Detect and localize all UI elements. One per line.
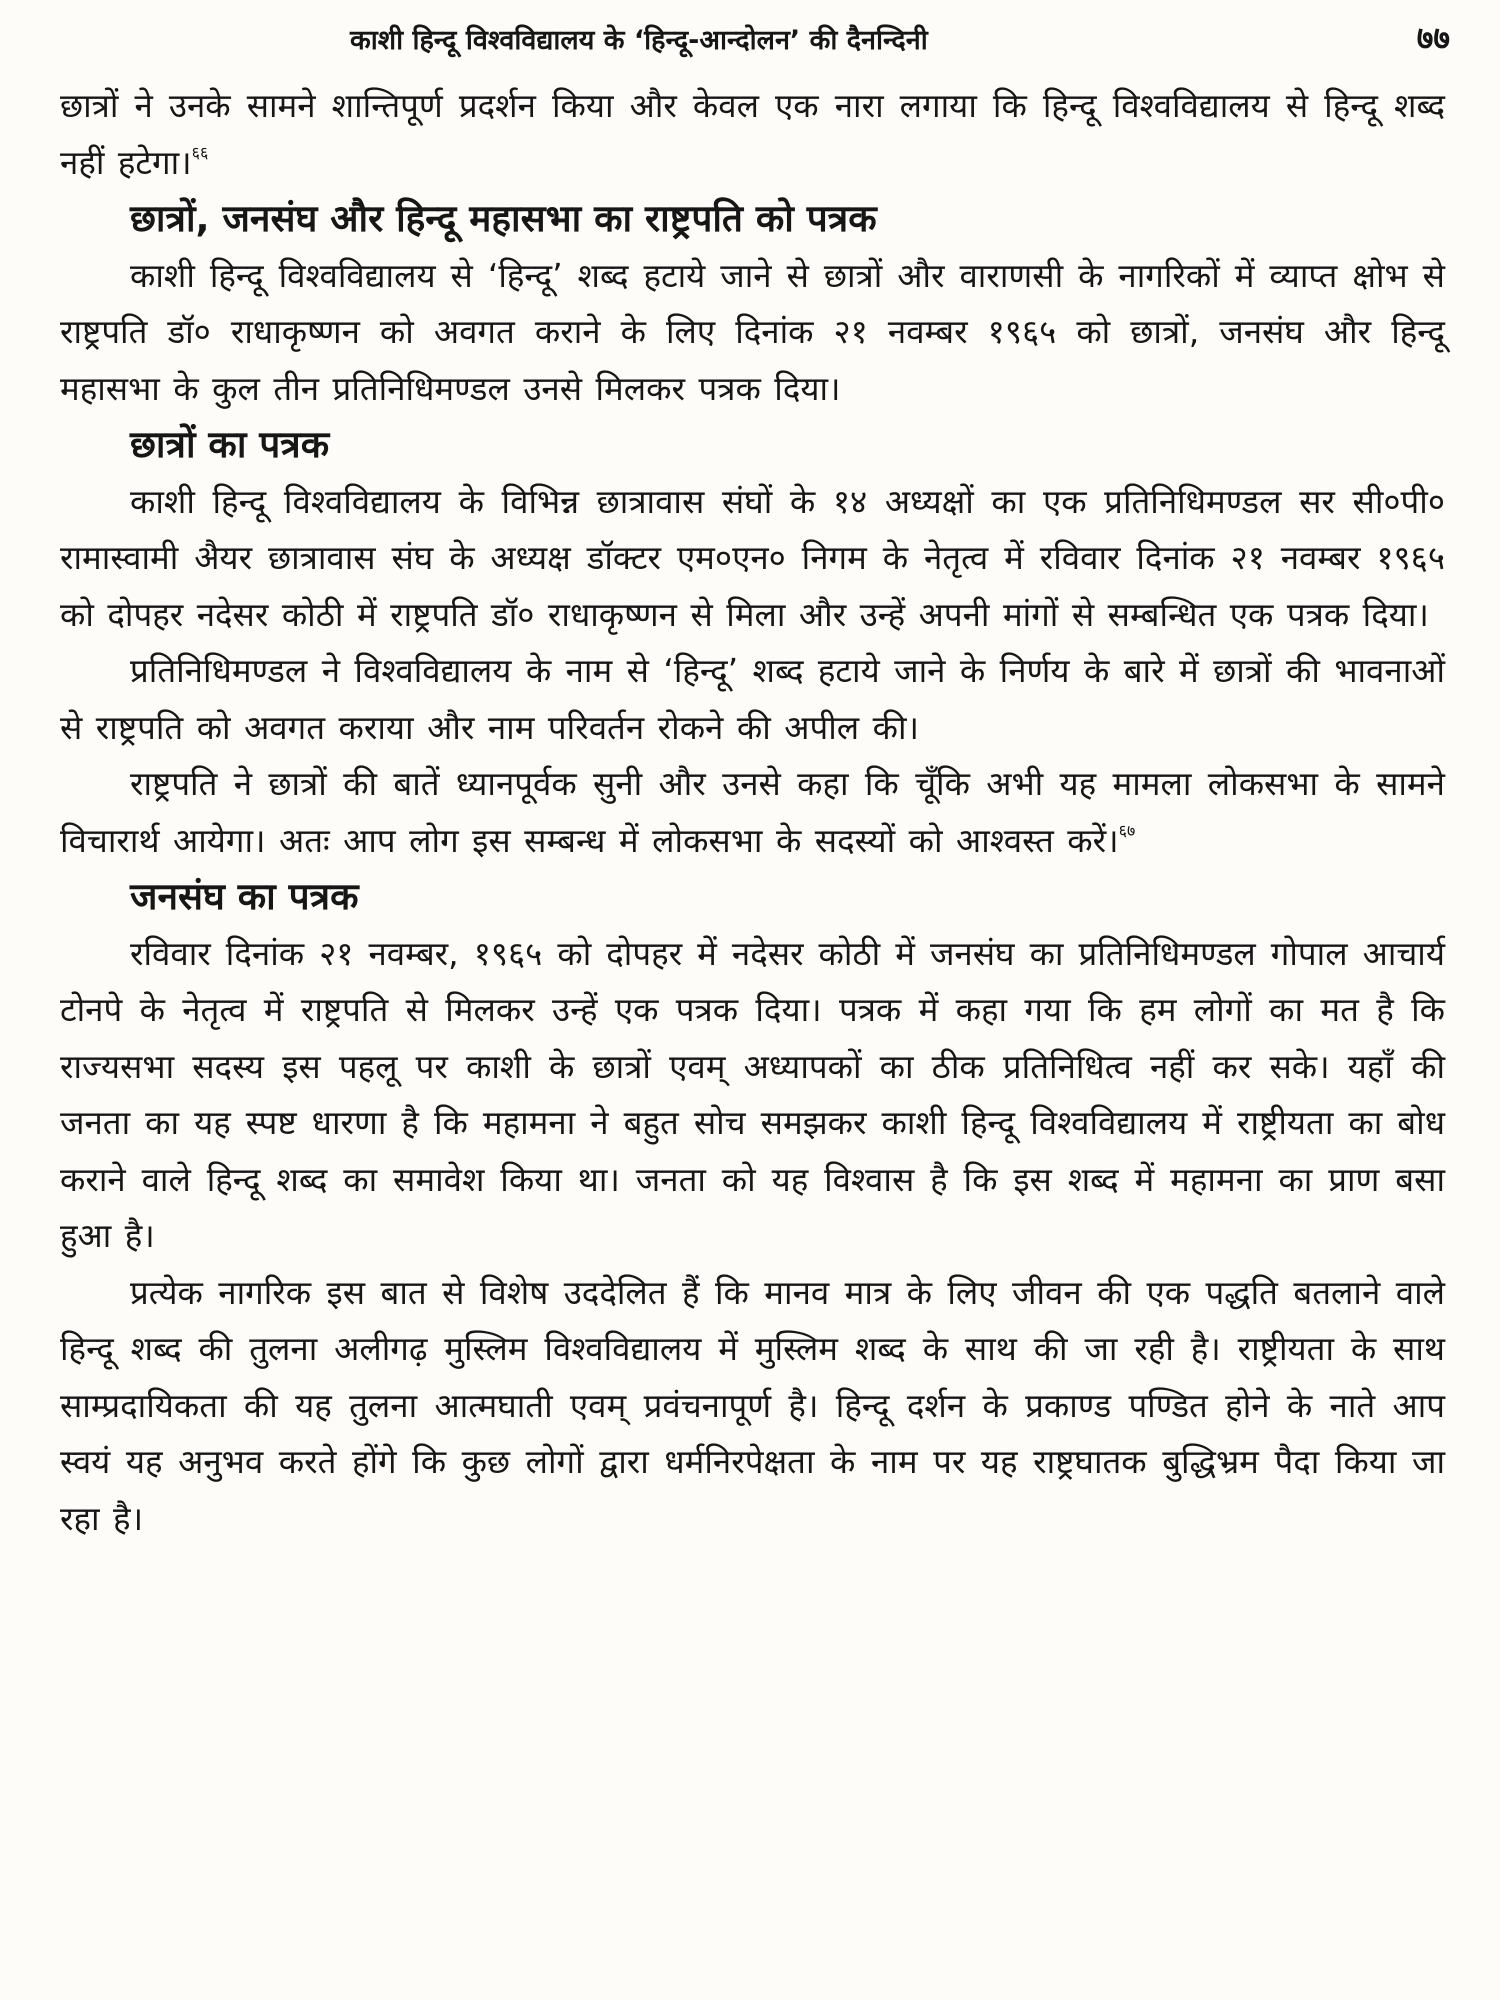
footnote-marker: ६७ — [1118, 820, 1136, 840]
section-heading-students: छात्रों का पत्रक — [130, 423, 330, 466]
paragraph-citizens-concern: प्रत्येक नागरिक इस बात से विशेष उददेलित हैं कि मानव मात्र के लिए जीवन की एक पद्धति बतलाने वाले हिन्दू शब्द की तुलना अलीगढ़ मुस्लिम विश्वविद्यालय में मुस्लिम शब्द के साथ की जा रही है। राष्ट्रीयता के साथ साम्प्रदायिकता की यह तुलना आत्मघाती एवम् प्रवंचनापूर्ण है। हिन्दू दर्शन के प्रकाण्ड पण्डित होने के नाते आप स्वयं यह अनुभव करते होंगे कि कुछ लोगों द्वारा धर्मनिरपेक्षता के नाम पर यह राष्ट्रघातक बुद्धिभ्रम पैदा किया जा रहा है। — [60, 1272, 1445, 1538]
page-body — [60, 78, 1445, 1547]
paragraph-text: छात्रों ने उनके सामने शान्तिपूर्ण प्रदर्शन किया और केवल एक नारा लगाया कि हिन्दू विश्वविद्यालय से हिन्दू शब्द नहीं हटेगा। — [60, 86, 1445, 182]
page-number: ७७ — [1416, 19, 1450, 57]
paragraph-memorandum-intro: काशी हिन्दू विश्वविद्यालय से ‘हिन्दू’ शब्द हटाये जाने से छात्रों और वाराणसी के नागरिकों में व्याप्त क्षोभ से राष्ट्रपति डॉ० राधाकृष्णन को अवगत कराने के लिए दिनांक २१ नवम्बर १९६५ को छात्रों, जनसंघ और हिन्दू महासभा के कुल तीन प्रतिनिधिमण्डल उनसे मिलकर पत्रक दिया। — [60, 255, 1445, 408]
paragraph-president-reply — [60, 756, 1445, 869]
paragraph-students-appeal: प्रतिनिधिमण्डल ने विश्वविद्यालय के नाम से ‘हिन्दू’ शब्द हटाये जाने के निर्णय के बारे में छात्रों की भावनाओं से राष्ट्रपति को अवगत कराया और नाम परिवर्तन रोकने की अपील की। — [60, 651, 1445, 747]
paragraph-students-delegation: काशी हिन्दू विश्वविद्यालय के विभिन्न छात्रावास संघों के १४ अध्यक्षों का एक प्रतिनिधिमण्डल सर सी०पी० रामास्वामी अैयर छात्रावास संघ के अध्यक्ष डॉक्टर एम०एन० निगम के नेतृत्व में रविवार दिनांक २१ नवम्बर १९६५ को दोपहर नदेसर कोठी में राष्ट्रपति डॉ० राधाकृष्णन से मिला और उन्हें अपनी मांगों से सम्बन्धित एक पत्रक दिया। — [60, 481, 1445, 634]
paragraph-jansangh-memorandum: रविवार दिनांक २१ नवम्बर, १९६५ को दोपहर में नदेसर कोठी में जनसंघ का प्रतिनिधिमण्डल गोपाल आचार्य टोनपे के नेतृत्व में राष्ट्रपति से मिलकर उन्हें एक पत्रक दिया। पत्रक में कहा गया कि हम लोगों का मत है कि राज्यसभा सदस्य इस पहलू पर काशी के छात्रों एवम् अध्यापकों का ठीक प्रतिनिधित्व नहीं कर सके। यहाँ की जनता का यह स्पष्ट धारणा है कि महामना ने बहुत सोच समझकर काशी हिन्दू विश्वविद्यालय में राष्ट्रीयता का बोध कराने वाले हिन्दू शब्द का समावेश किया था। जनता को यह विश्वास है कि इस शब्द में महामना का प्राण बसा हुआ है। — [60, 933, 1445, 1255]
running-title: काशी हिन्दू विश्वविद्यालय के ‘हिन्दू-आन्दोलन’ की दैनन्दिनी — [350, 25, 928, 56]
section-heading-memorandum: छात्रों, जनसंघ और हिन्दू महासभा का राष्ट्रपति को पत्रक — [130, 197, 877, 240]
footnote-marker: ६६ — [191, 142, 209, 162]
paragraph-continuation — [60, 78, 1445, 191]
section-heading-jansangh: जनसंघ का पत्रक — [130, 875, 359, 918]
running-head — [60, 14, 1460, 64]
paragraph-text: राष्ट्रपति ने छात्रों की बातें ध्यानपूर्वक सुनी और उनसे कहा कि चूँकि अभी यह मामला लोकसभा के सामने विचारार्थ आयेगा। अतः आप लोग इस सम्बन्ध में लोकसभा के सदस्यों को आश्वस्त करें। — [60, 764, 1445, 860]
